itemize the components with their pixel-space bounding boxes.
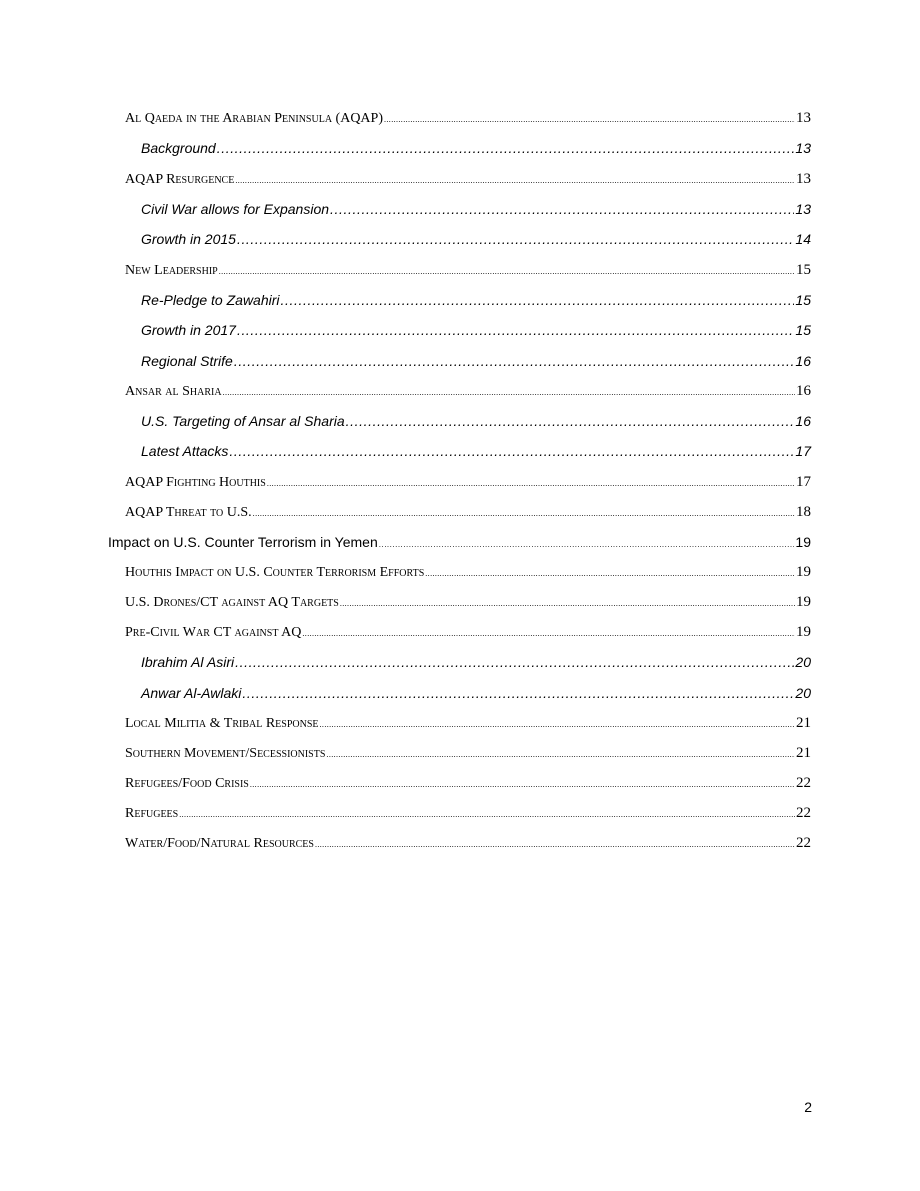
toc-entry-title: Houthis Impact on U.S. Counter Terrorism Efforts: [125, 565, 425, 580]
toc-entry-page: 16: [795, 413, 811, 429]
toc-entry[interactable]: [108, 534, 811, 550]
toc-entry-title: Impact on U.S. Counter Terrorism in Yemen: [108, 534, 378, 550]
toc-entry-page: 16: [795, 353, 811, 369]
toc-entry[interactable]: [125, 504, 811, 521]
toc-entry[interactable]: [125, 624, 811, 641]
toc-entry[interactable]: [125, 171, 811, 188]
toc-entry-title: Latest Attacks: [141, 443, 229, 459]
toc-leader-dots: [267, 475, 795, 491]
toc-leader-dots: [320, 716, 795, 732]
toc-leader-dots: [250, 776, 795, 792]
toc-entry-title: Ansar al Sharia: [125, 384, 222, 399]
toc-entry-page: 20: [795, 685, 811, 701]
toc-leader-dots: [217, 140, 795, 156]
toc-leader-dots: [425, 565, 795, 581]
toc-entry[interactable]: [125, 805, 811, 822]
toc-leader-dots: [219, 263, 795, 279]
toc-entry-title: Refugees/Food Crisis: [125, 776, 249, 791]
toc-entry[interactable]: [125, 110, 811, 127]
toc-entry-title: U.S. Targeting of Ansar al Sharia: [141, 413, 345, 429]
toc-entry-page: 19: [795, 534, 811, 550]
toc-entry-title: Al Qaeda in the Arabian Peninsula (AQAP): [125, 111, 383, 126]
toc-leader-dots: [330, 201, 794, 217]
toc-entry-page: 13: [796, 110, 811, 126]
toc-entry-page: 22: [796, 835, 811, 851]
toc-entry[interactable]: [125, 383, 811, 400]
toc-entry[interactable]: [141, 353, 811, 369]
toc-entry-page: 13: [795, 140, 811, 156]
toc-leader-dots: [253, 505, 795, 521]
toc-entry-page: 13: [796, 171, 811, 187]
toc-entry[interactable]: [141, 292, 811, 308]
toc-entry-title: Growth in 2015: [141, 231, 236, 247]
toc-entry-title: Southern Movement/Secessionists: [125, 746, 326, 761]
page-number: 2: [804, 1099, 812, 1115]
toc-entry-title: Anwar Al-Awlaki: [141, 685, 242, 701]
toc-leader-dots: [302, 625, 795, 641]
toc-entry[interactable]: [141, 413, 811, 429]
toc-entry-page: 14: [795, 231, 811, 247]
toc-entry[interactable]: [125, 715, 811, 732]
toc-entry-page: 17: [795, 443, 811, 459]
toc-entry-title: AQAP Threat to U.S.: [125, 505, 252, 520]
toc-entry-title: Regional Strife: [141, 353, 233, 369]
toc-entry-page: 22: [796, 805, 811, 821]
toc-entry-page: 19: [796, 594, 811, 610]
toc-entry[interactable]: [141, 654, 811, 670]
toc-entry[interactable]: [125, 474, 811, 491]
toc-leader-dots: [235, 172, 795, 188]
toc-entry-title: Growth in 2017: [141, 322, 236, 338]
toc-entry-title: Civil War allows for Expansion: [141, 201, 330, 217]
toc-entry[interactable]: [125, 835, 811, 852]
toc-entry[interactable]: [125, 745, 811, 762]
toc-entry[interactable]: [141, 685, 811, 701]
toc-entry-page: 16: [796, 383, 811, 399]
toc-leader-dots: [384, 111, 795, 127]
toc-entry-page: 20: [795, 654, 811, 670]
toc-leader-dots: [234, 353, 795, 369]
toc-entry[interactable]: [125, 564, 811, 581]
toc-entry-title: New Leadership: [125, 263, 218, 278]
toc-entry-page: 15: [795, 292, 811, 308]
toc-entry-page: 17: [796, 474, 811, 490]
toc-entry-title: U.S. Drones/CT against AQ Targets: [125, 595, 339, 610]
toc-leader-dots: [379, 534, 795, 550]
toc-entry[interactable]: [125, 262, 811, 279]
toc-entry-title: AQAP Resurgence: [125, 172, 235, 187]
toc-leader-dots: [229, 443, 794, 459]
toc-entry-page: 18: [796, 504, 811, 520]
toc-entry[interactable]: [141, 443, 811, 459]
toc-leader-dots: [340, 595, 795, 611]
toc-leader-dots: [281, 292, 795, 308]
toc-entry-page: 13: [795, 201, 811, 217]
toc-entry[interactable]: [125, 775, 811, 792]
toc-entry-title: Ibrahim Al Asiri: [141, 654, 235, 670]
toc-entry-page: 15: [795, 322, 811, 338]
toc-entry-page: 15: [796, 262, 811, 278]
toc-leader-dots: [237, 231, 794, 247]
toc-entry[interactable]: [141, 231, 811, 247]
toc-entry-title: Pre-Civil War CT against AQ: [125, 625, 302, 640]
toc-entry-title: Background: [141, 140, 216, 156]
toc-entry-title: Re-Pledge to Zawahiri: [141, 292, 280, 308]
toc-entry-page: 21: [796, 745, 811, 761]
toc-leader-dots: [315, 836, 795, 852]
toc-leader-dots: [242, 685, 794, 701]
toc-leader-dots: [326, 746, 795, 762]
toc-entry[interactable]: [141, 140, 811, 156]
toc-entry-page: 19: [796, 624, 811, 640]
toc-entry-page: 22: [796, 775, 811, 791]
toc-entry[interactable]: [125, 594, 811, 611]
toc-leader-dots: [179, 806, 795, 822]
toc-entry-page: 19: [796, 564, 811, 580]
toc-leader-dots: [235, 654, 794, 670]
toc-entry[interactable]: [141, 322, 811, 338]
toc-leader-dots: [223, 384, 795, 400]
toc-leader-dots: [237, 322, 794, 338]
toc-entry-title: Local Militia & Tribal Response: [125, 716, 319, 731]
toc-entry-title: Refugees: [125, 806, 179, 821]
toc-entry-page: 21: [796, 715, 811, 731]
toc-entry-title: AQAP Fighting Houthis: [125, 475, 266, 490]
toc-entry[interactable]: [141, 201, 811, 217]
toc-entry-title: Water/Food/Natural Resources: [125, 836, 314, 851]
toc-leader-dots: [346, 413, 795, 429]
